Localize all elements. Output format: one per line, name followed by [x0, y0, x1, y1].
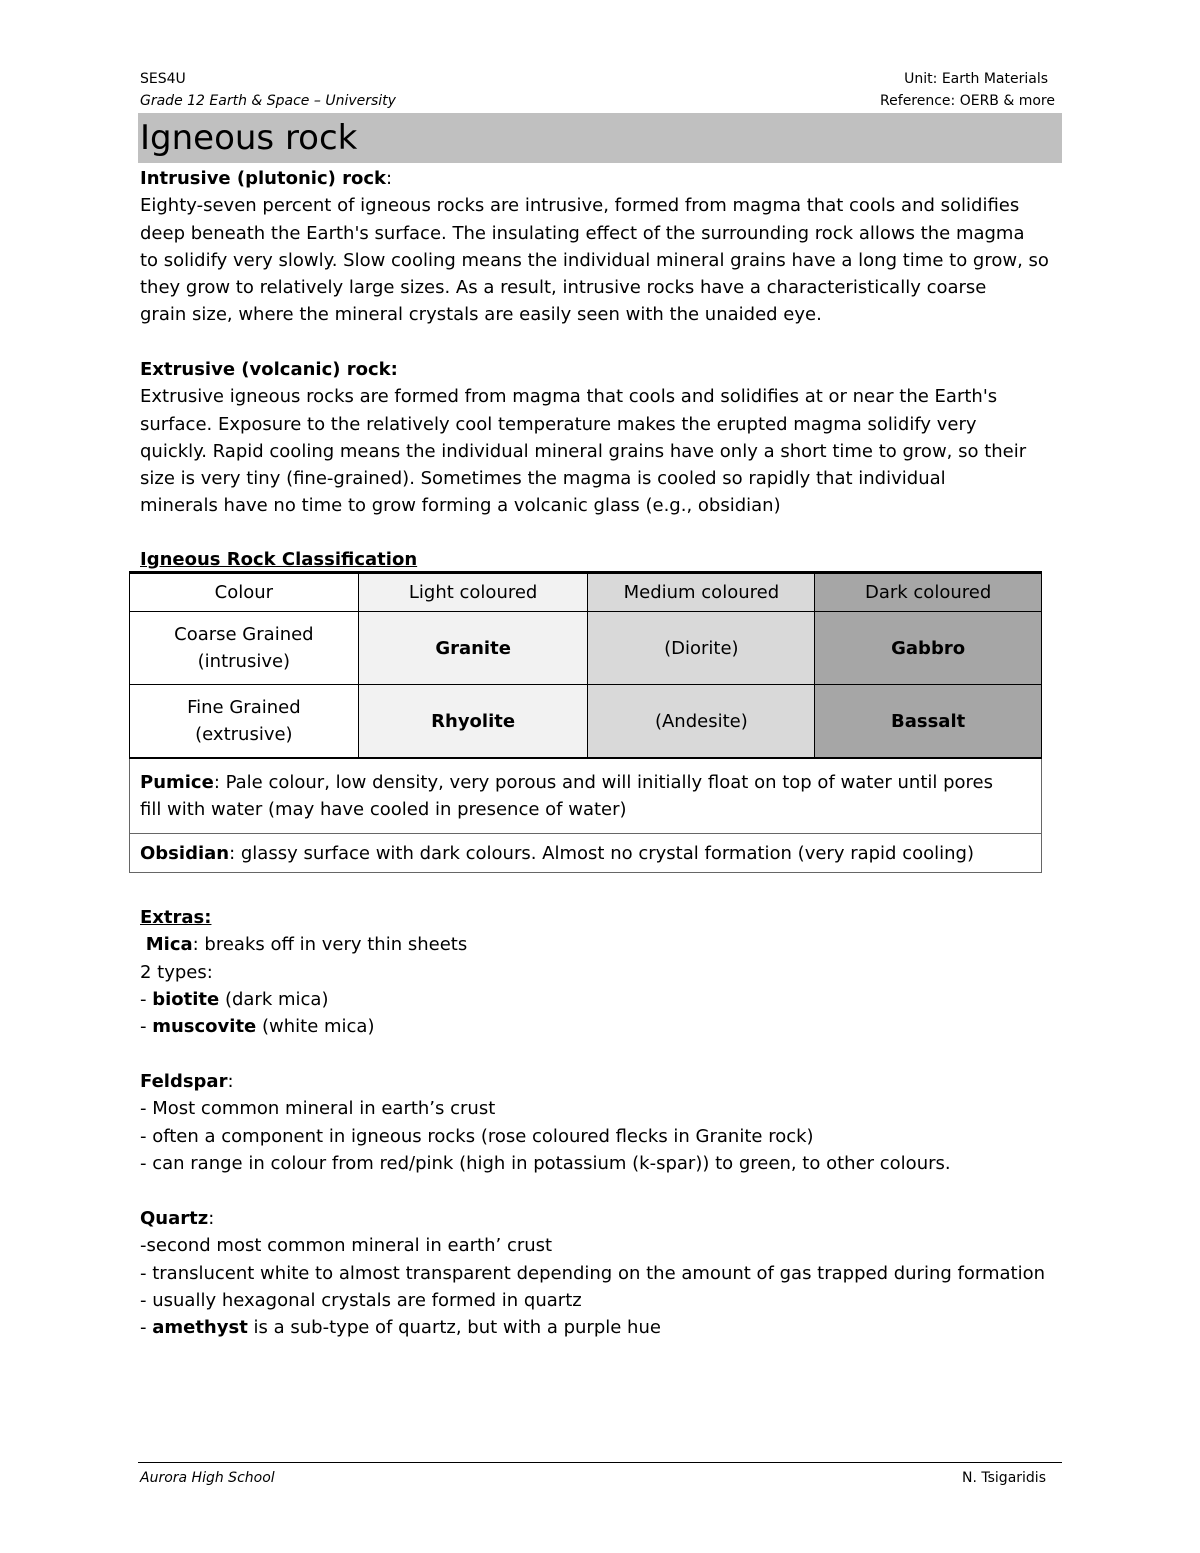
col-dark: Dark coloured [815, 573, 1042, 612]
feldspar-heading-line [140, 1068, 1065, 1095]
classification-table [129, 571, 1042, 873]
mica-text: : breaks off in very thin sheets [192, 934, 468, 956]
unit-label: Unit: Earth Materials [904, 71, 1048, 87]
pumice-line [140, 769, 1031, 796]
extrusive-heading: Extrusive (volcanic) rock: [140, 359, 398, 380]
muscovite-note: (white mica) [256, 1016, 375, 1038]
intrusive-line: grain size, where the mineral crystals are easily seen with the unaided eye. [140, 304, 822, 326]
quartz-heading-line [140, 1205, 1065, 1232]
amethyst-dash: - [140, 1317, 153, 1339]
feldspar-line: - can range in colour from red/pink (high in potassium (k-spar)) to green, to other colours. [140, 1152, 951, 1174]
feldspar-colon: : [227, 1071, 234, 1092]
biotite-term: biotite [152, 988, 220, 1010]
classification-heading: Igneous Rock Classification [140, 549, 418, 570]
amethyst-term: amethyst [152, 1317, 248, 1339]
muscovite-term: muscovite [152, 1016, 257, 1038]
amethyst-line [140, 1314, 1065, 1341]
pumice-note [130, 758, 1042, 834]
extras-heading: Extras: [140, 907, 212, 928]
extrusive-line: size is very tiny (fine-grained). Sometimes the magma is cooled so rapidly that individual [140, 468, 946, 490]
extrusive-line: Extrusive igneous rocks are formed from magma that cools and solidifies at or near the Earth's [140, 386, 998, 408]
table-row [130, 685, 1042, 759]
obsidian-row [130, 834, 1042, 873]
col-colour: Colour [130, 573, 359, 612]
obsidian-note [130, 834, 1042, 873]
reference-label: Reference: OERB & more [880, 93, 1055, 109]
intrusive-heading: Intrusive (plutonic) rock [140, 168, 386, 189]
intrusive-section [140, 165, 1065, 329]
row-label [130, 685, 359, 759]
quartz-line: - translucent white to almost transparent depending on the amount of gas trapped during formation [140, 1262, 1045, 1284]
extras-section [140, 904, 1065, 1040]
cell-gabbro: Gabbro [815, 612, 1042, 685]
feldspar-heading: Feldspar [140, 1071, 228, 1092]
feldspar-line: - Most common mineral in earth’s crust [140, 1098, 496, 1120]
row-label [130, 612, 359, 685]
muscovite-dash: - [140, 1016, 153, 1038]
col-medium: Medium coloured [588, 573, 815, 612]
footer-divider [138, 1462, 1062, 1463]
biotite-dash: - [140, 988, 153, 1010]
footer-school: Aurora High School [140, 1470, 275, 1486]
course-code: SES4U [140, 71, 186, 87]
amethyst-text: is a sub-type of quartz, but with a purple hue [247, 1317, 661, 1339]
intrusive-line: they grow to relatively large sizes. As a result, intrusive rocks have a characteristically coarse [140, 277, 987, 299]
quartz-heading: Quartz [140, 1208, 209, 1229]
intrusive-line: Eighty-seven percent of igneous rocks are intrusive, formed from magma that cools and solidifies [140, 195, 1020, 217]
footer-author: N. Tsigaridis [962, 1470, 1046, 1486]
table-row [130, 612, 1042, 685]
cell-andesite: (Andesite) [588, 685, 815, 759]
table-header-row [130, 573, 1042, 612]
cell-diorite: (Diorite) [588, 612, 815, 685]
quartz-section [140, 1205, 1065, 1341]
intrusive-heading-line [140, 165, 1065, 192]
biotite-note: (dark mica) [219, 988, 329, 1010]
feldspar-section [140, 1068, 1065, 1177]
extrusive-line: minerals have no time to grow forming a volcanic glass (e.g., obsidian) [140, 495, 781, 517]
pumice-text: : Pale colour, low density, very porous and will initially float on top of water until pores [213, 772, 994, 793]
quartz-line: - usually hexagonal crystals are formed in quartz [140, 1289, 582, 1311]
biotite-line [140, 986, 1065, 1013]
quartz-line: -second most common mineral in earth’ crust [140, 1235, 553, 1257]
row-label-type: (intrusive) [197, 651, 291, 672]
row-label-type: (extrusive) [195, 724, 293, 745]
obsidian-text: : glassy surface with dark colours. Almost no crystal formation (very rapid cooling) [229, 842, 974, 864]
cell-bassalt: Bassalt [815, 685, 1042, 759]
pumice-term: Pumice [140, 772, 214, 793]
mica-types: 2 types: [140, 961, 213, 983]
pumice-line-2: fill with water (may have cooled in presence of water) [140, 799, 627, 820]
intrusive-line: deep beneath the Earth's surface. The insulating effect of the surrounding rock allows the magma [140, 222, 1025, 244]
col-light: Light coloured [358, 573, 588, 612]
page-title: Igneous rock [140, 118, 358, 158]
intrusive-line: to solidify very slowly. Slow cooling means the individual mineral grains have a long time to grow, so [140, 249, 1049, 271]
feldspar-line: - often a component in igneous rocks (rose coloured flecks in Granite rock) [140, 1125, 814, 1147]
mica-line [140, 931, 1065, 958]
extrusive-line: quickly. Rapid cooling means the individual mineral grains have only a short time to grow, so their [140, 440, 1027, 462]
intrusive-colon: : [386, 168, 393, 189]
muscovite-line [140, 1013, 1065, 1040]
cell-granite: Granite [358, 612, 588, 685]
cell-rhyolite: Rhyolite [358, 685, 588, 759]
row-label-grain: Fine Grained [187, 697, 301, 718]
quartz-colon: : [208, 1208, 215, 1229]
course-name: Grade 12 Earth & Space – University [140, 93, 396, 109]
row-label-grain: Coarse Grained [174, 624, 314, 645]
extrusive-section [140, 356, 1065, 520]
extrusive-line: surface. Exposure to the relatively cool temperature makes the erupted magma solidify very [140, 413, 977, 435]
obsidian-term: Obsidian [140, 842, 230, 864]
pumice-row [130, 758, 1042, 834]
mica-term: Mica [145, 934, 193, 956]
